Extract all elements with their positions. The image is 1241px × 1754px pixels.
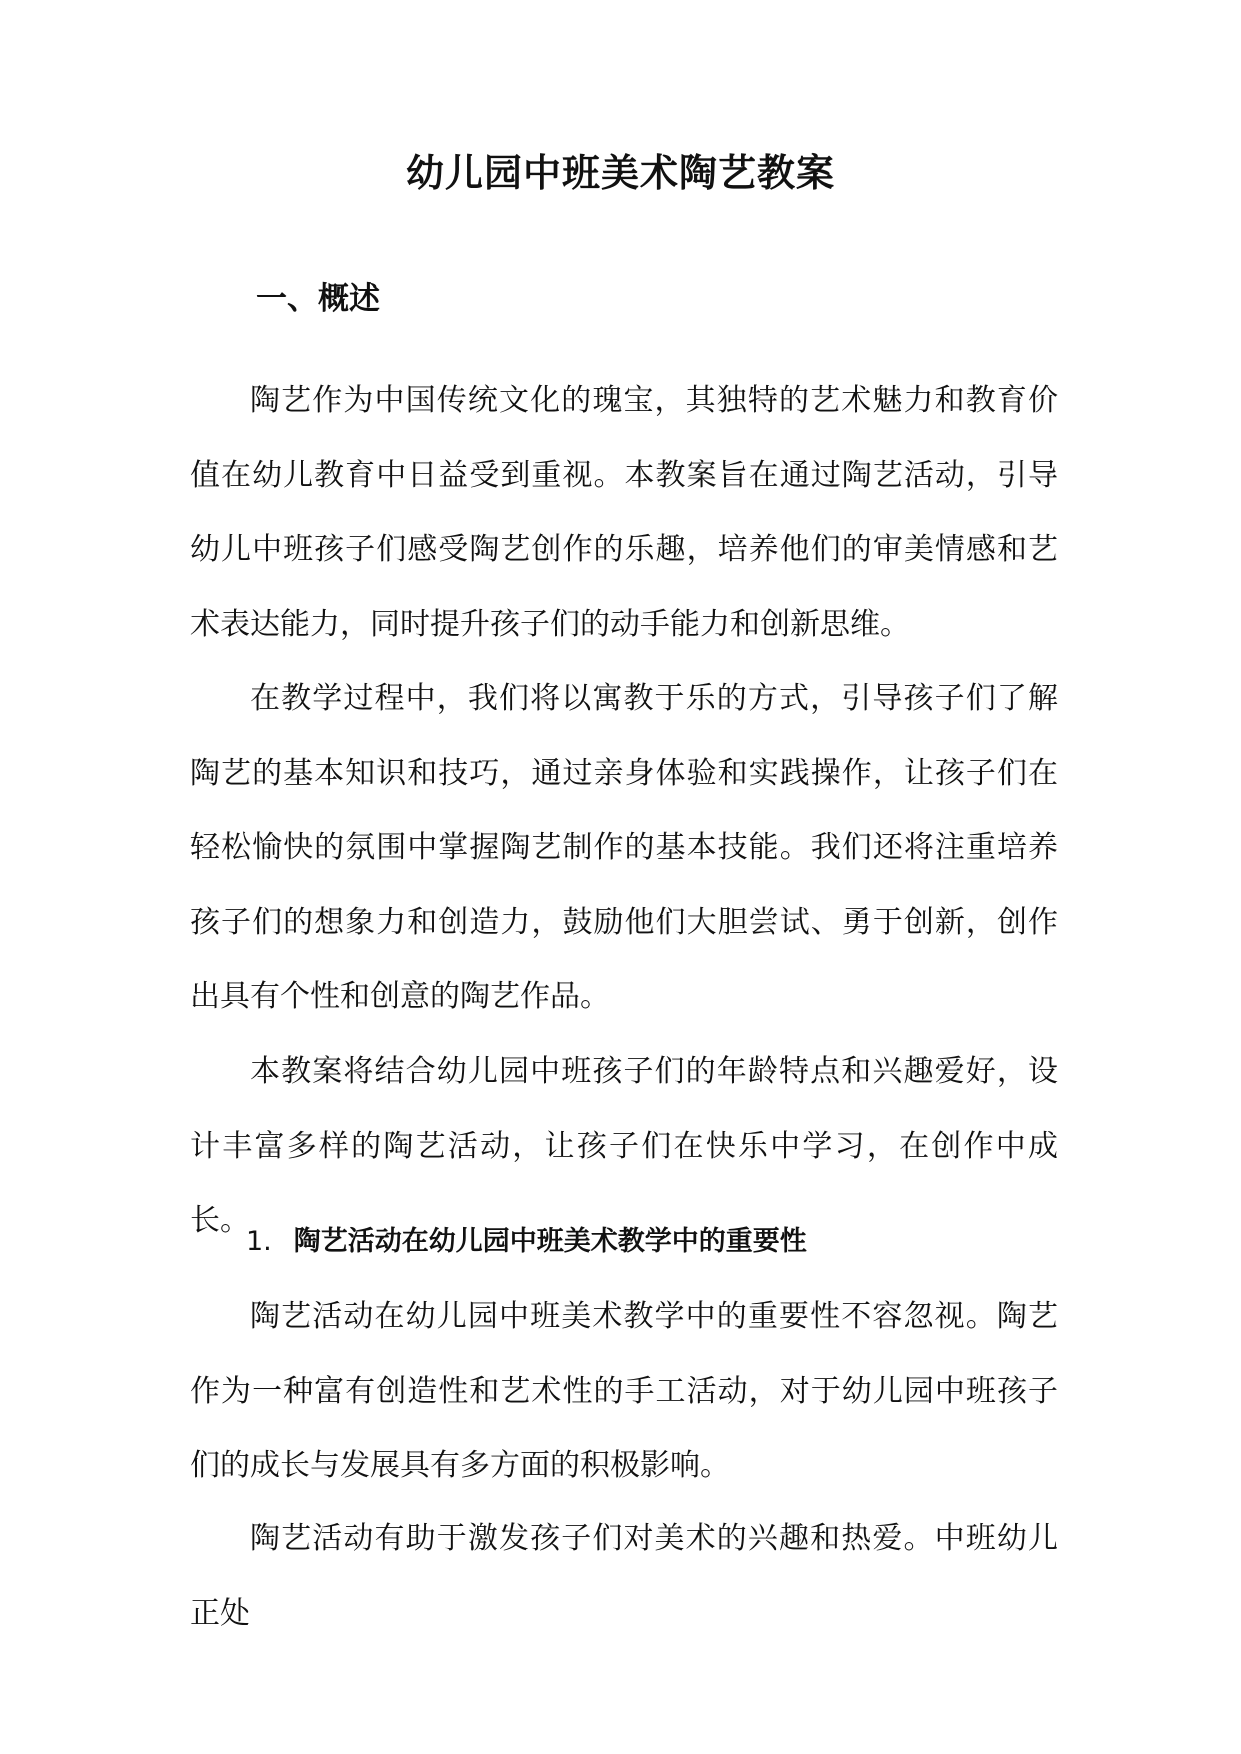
subsection-number: 1.	[246, 1226, 272, 1257]
paragraph-overview-3: 本教案将结合幼儿园中班孩子们的年龄特点和兴趣爱好，设计丰富多样的陶艺活动，让孩子们在快乐中学习，在创作中成长。	[190, 1054, 1058, 1238]
paragraph-overview-1: 陶艺作为中国传统文化的瑰宝，其独特的艺术魅力和教育价值在幼儿教育中日益受到重视。本教案旨在通过陶艺活动，引导幼儿中班孩子们感受陶艺创作的乐趣，培养他们的审美情感和艺术表达能力，同时提升孩子们的动手能力和创新思维。	[190, 383, 1058, 642]
section-heading-overview: 一、概述	[256, 281, 380, 317]
paragraph-importance-2: 陶艺活动有助于激发孩子们对美术的兴趣和热爱。中班幼儿正处	[190, 1521, 1058, 1631]
document-title: 幼儿园中班美术陶艺教案	[405, 150, 835, 195]
subsection-title: 陶艺活动在幼儿园中班美术教学中的重要性	[293, 1226, 807, 1257]
paragraph-importance-1: 陶艺活动在幼儿园中班美术教学中的重要性不容忽视。陶艺作为一种富有创造性和艺术性的手工活动，对于幼儿园中班孩子们的成长与发展具有多方面的积极影响。	[190, 1299, 1058, 1483]
paragraph-overview-2: 在教学过程中，我们将以寓教于乐的方式，引导孩子们了解陶艺的基本知识和技巧，通过亲身体验和实践操作，让孩子们在轻松愉快的氛围中掌握陶艺制作的基本技能。我们还将注重培养孩子们的想象力和创造力，鼓励他们大胆尝试、勇于创新，创作出具有个性和创意的陶艺作品。	[190, 681, 1058, 1014]
subsection-heading-importance	[246, 1222, 807, 1262]
